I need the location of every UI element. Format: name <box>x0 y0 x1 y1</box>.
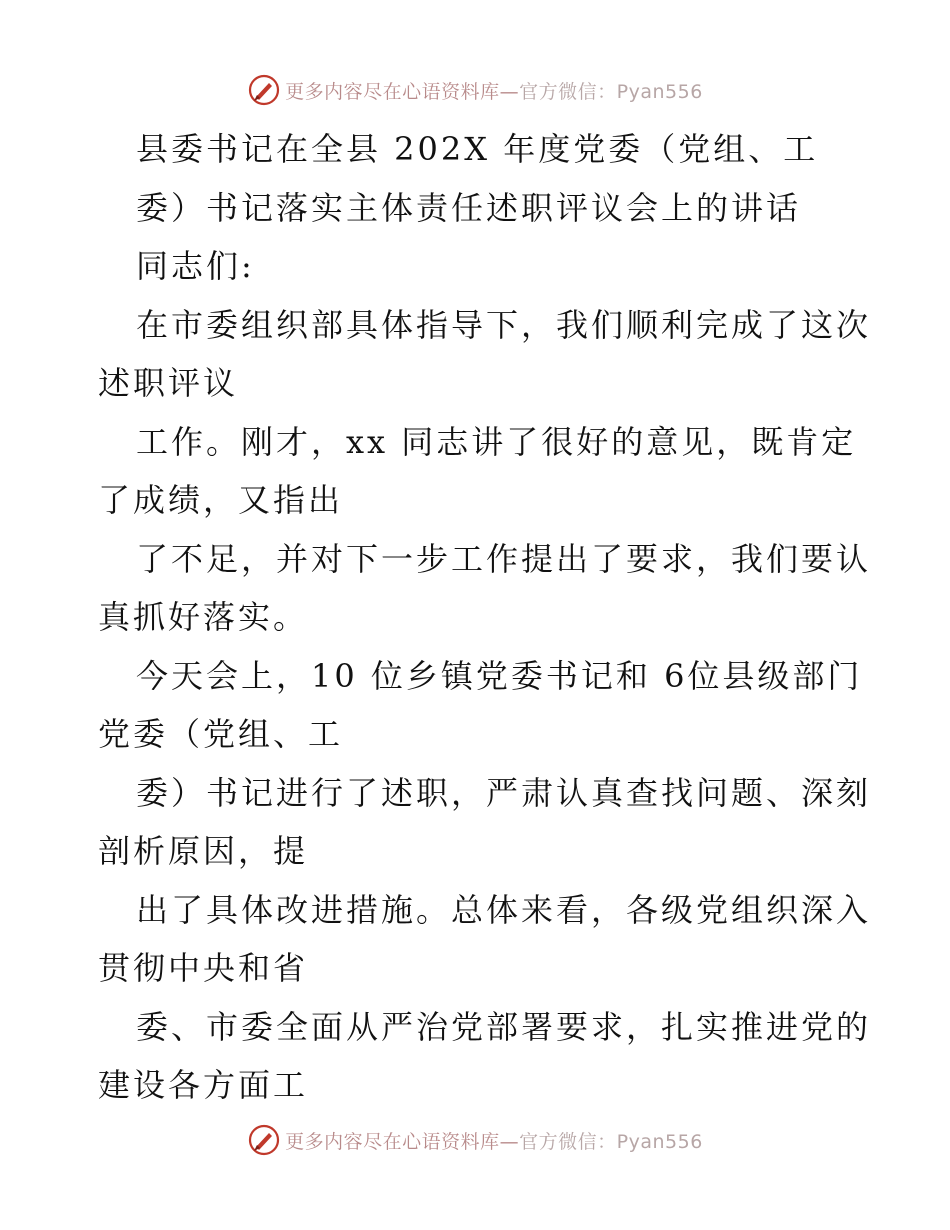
pen-logo-icon <box>247 1123 281 1157</box>
document-line: 剖析原因，提 <box>98 832 309 870</box>
document-line: 在市委组织部具体指导下，我们顺利完成了这次 <box>136 305 872 344</box>
watermark-footer <box>0 1120 950 1160</box>
document-line: 出了具体改进措施。总体来看，各级党组织深入 <box>136 890 872 929</box>
watermark-text: 更多内容尽在心语资料库—官方微信：Pyan556 <box>285 1130 703 1153</box>
watermark-text: 更多内容尽在心语资料库—官方微信：Pyan556 <box>285 80 703 103</box>
document-line: 了成绩，又指出 <box>98 481 344 519</box>
document-line: 同志们: <box>136 247 255 285</box>
document-line: 建设各方面工 <box>98 1066 309 1104</box>
document-body <box>98 120 872 1115</box>
document-line: 工作。刚才，xx 同志讲了很好的意见，既肯定 <box>136 422 857 461</box>
document-line: 委、市委全面从严治党部署要求，扎实推进党的 <box>136 1007 872 1046</box>
document-line: 贯彻中央和省 <box>98 949 309 987</box>
document-line: 述职评议 <box>98 364 239 402</box>
document-line: 今天会上，10 位乡镇党委书记和 6位县级部门 <box>136 656 863 695</box>
watermark-header <box>0 70 950 110</box>
pen-logo-icon <box>247 73 281 107</box>
document-line: 县委书记在全县 202X 年度党委（党组、工 <box>136 130 819 168</box>
document-line: 了不足，并对下一步工作提出了要求，我们要认 <box>136 539 872 578</box>
document-line: 委）书记落实主体责任述职评议会上的讲话 <box>136 188 802 227</box>
document-line: 真抓好落实。 <box>98 598 309 636</box>
document-line: 委）书记进行了述职，严肃认真查找问题、深刻 <box>136 773 872 812</box>
document-line: 党委（党组、工 <box>98 715 344 753</box>
